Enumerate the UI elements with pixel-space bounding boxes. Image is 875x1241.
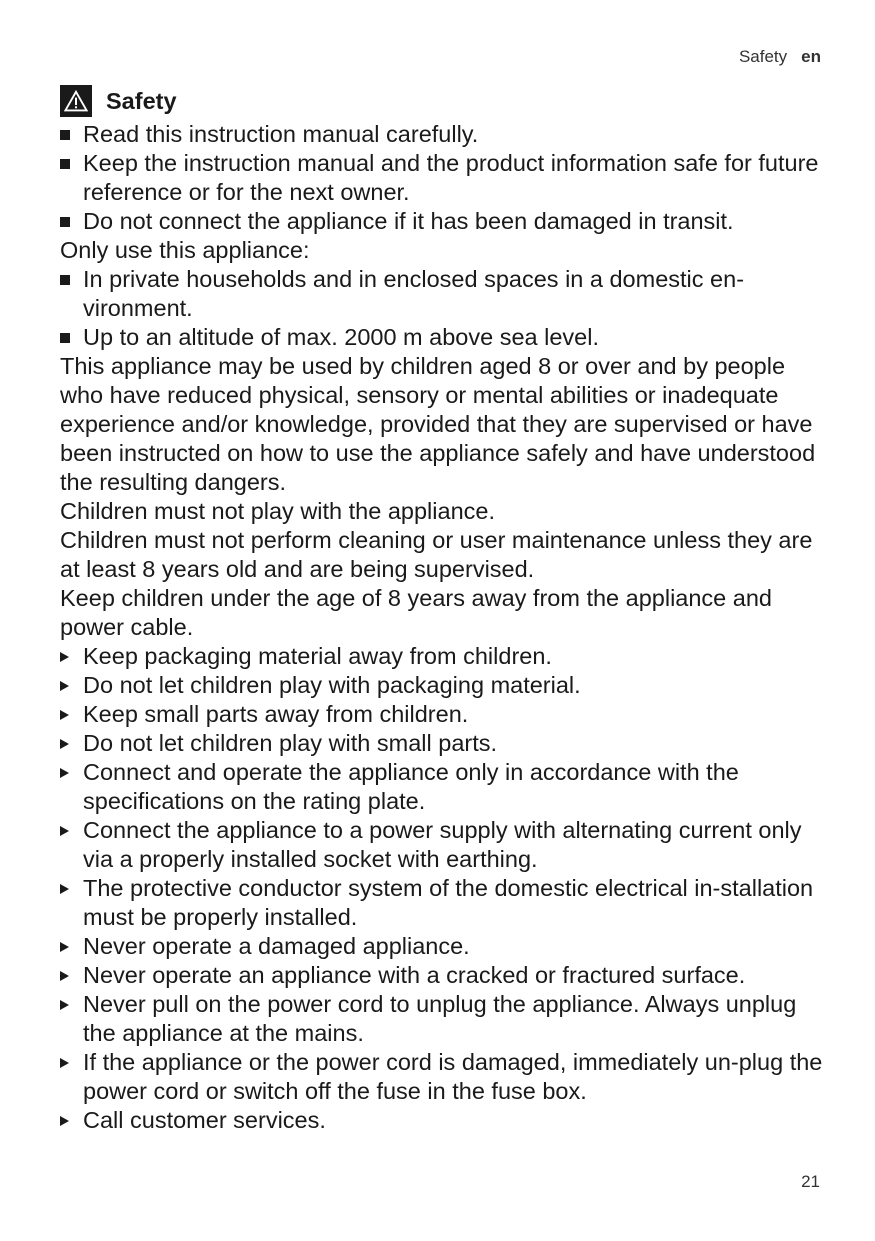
- header-language-code: en: [801, 47, 821, 66]
- header-section-title: Safety: [738, 47, 788, 66]
- arrow-bullet-icon: [60, 642, 74, 671]
- arrow-bullet-icon: [60, 816, 74, 845]
- arrow-bullet-icon: [60, 758, 74, 787]
- instruction-item: Connect and operate the appliance only in accordance with the specifications on the rating plate.: [60, 758, 830, 816]
- instruction-item: The protective conductor system of the domestic electrical in-stallation must be properly installed.: [60, 874, 830, 932]
- instruction-item: Connect the appliance to a power supply with alternating current only via a properly installed socket with earthing.: [60, 816, 830, 874]
- arrow-bullet-icon: [60, 1106, 74, 1135]
- instruction-item: Never operate a damaged appliance.: [60, 932, 830, 961]
- page-title: Safety: [106, 87, 177, 114]
- warning-triangle-icon: [60, 85, 92, 117]
- use-intro-text: Only use this appliance:: [60, 237, 310, 263]
- page-number: 21: [801, 1172, 820, 1191]
- list-item: Up to an altitude of max. 2000 m above sea level.: [60, 323, 830, 352]
- bullet-square-icon: [60, 149, 74, 178]
- instruction-item: Do not let children play with small parts.: [60, 729, 830, 758]
- list-item: In private households and in enclosed spaces in a domestic en-vironment.: [60, 265, 830, 323]
- instruction-item: Never operate an appliance with a cracked or fractured surface.: [60, 961, 830, 990]
- page-content: [60, 80, 830, 1135]
- instruction-item: Call customer services.: [60, 1106, 830, 1135]
- bullet-square-icon: [60, 265, 74, 294]
- arrow-bullet-icon: [60, 700, 74, 729]
- paragraph: Children must not perform cleaning or user maintenance unless they are at least 8 years old and are being supervised.: [60, 527, 813, 582]
- arrow-bullet-icon: [60, 990, 74, 1019]
- list-item: Do not connect the appliance if it has been damaged in transit.: [60, 207, 830, 236]
- running-header: [739, 47, 821, 67]
- list-item: Read this instruction manual carefully.: [60, 120, 830, 149]
- instruction-item: Keep small parts away from children.: [60, 700, 830, 729]
- paragraph: Keep children under the age of 8 years away from the appliance and power cable.: [60, 585, 772, 640]
- section-heading: [60, 82, 830, 120]
- instruction-item: Never pull on the power cord to unplug the appliance. Always unplug the appliance at the mains.: [60, 990, 830, 1048]
- instruction-item: Do not let children play with packaging material.: [60, 671, 830, 700]
- bullet-square-icon: [60, 323, 74, 352]
- arrow-bullet-icon: [60, 932, 74, 961]
- paragraph: Children must not play with the appliance.: [60, 498, 495, 524]
- list-item: Keep the instruction manual and the product information safe for future reference or for the next owner.: [60, 149, 830, 207]
- bullet-square-icon: [60, 120, 74, 149]
- instruction-item: If the appliance or the power cord is damaged, immediately un-plug the power cord or switch off the fuse in the fuse box.: [60, 1048, 830, 1106]
- bullet-square-icon: [60, 207, 74, 236]
- arrow-bullet-icon: [60, 729, 74, 758]
- instruction-item: Keep packaging material away from children.: [60, 642, 830, 671]
- arrow-bullet-icon: [60, 1048, 74, 1077]
- arrow-bullet-icon: [60, 874, 74, 903]
- paragraph: This appliance may be used by children aged 8 or over and by people who have reduced physical, sensory or mental abilities or inadequate experience and/or knowledge, provided that they are supervised or have been instructed on how to use the appliance safely and have understood the resulting dangers.: [60, 353, 816, 495]
- arrow-bullet-icon: [60, 961, 74, 990]
- arrow-bullet-icon: [60, 671, 74, 700]
